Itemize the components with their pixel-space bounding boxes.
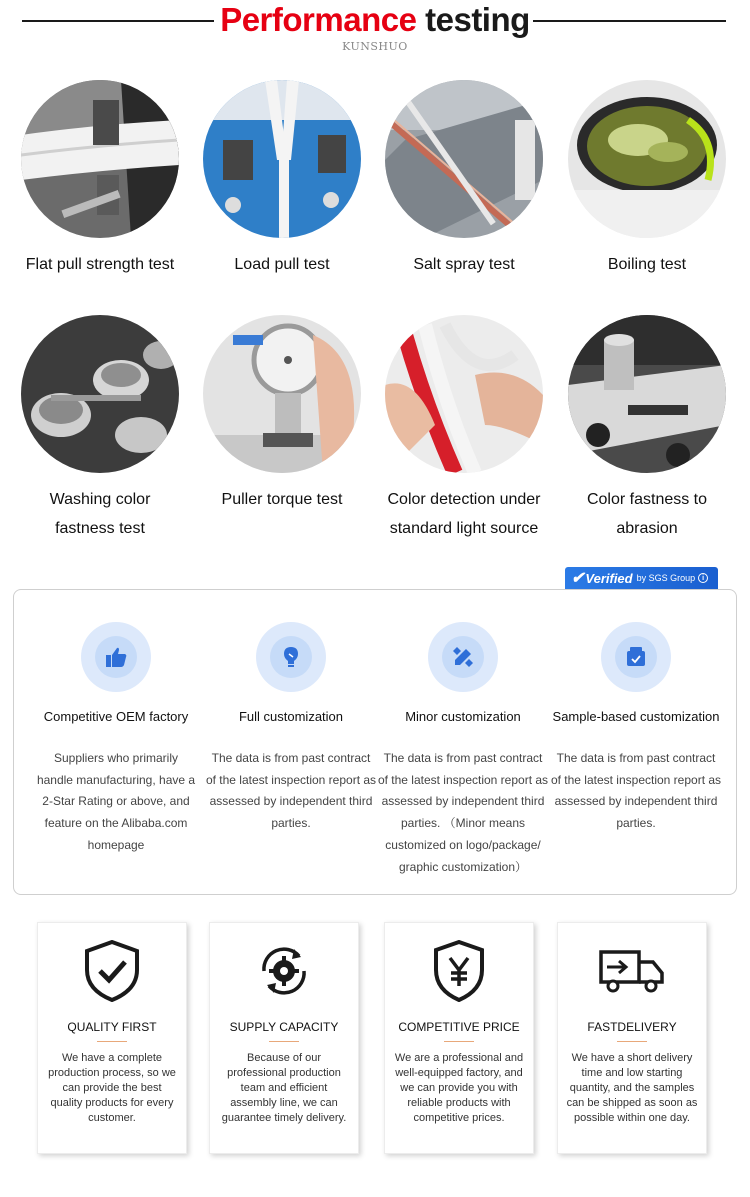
feature-divider [97,1041,127,1042]
capability-item [377,622,549,878]
test-item [192,80,372,279]
title-dark: testing [425,1,530,38]
capability-icon-circle [601,622,671,692]
feature-card [209,922,359,1154]
salt-spray-photo [385,80,543,238]
shield-check-icon [84,940,140,1002]
feature-title: FASTDELIVERY [587,1020,677,1034]
test-label: Flat pull strength test [25,256,175,273]
capability-icon-circle [256,622,326,692]
capability-desc: The data is from past contract of the latest inspection report as assessed by independent third parties. [205,751,377,831]
gear-cycle-icon [254,941,314,1001]
capability-icon-circle [428,622,498,692]
test-label: Salt spray test [413,256,515,273]
title-red: Performance [220,1,417,38]
truck-icon [599,948,665,994]
test-label: Boiling test [607,256,687,273]
test-item [557,80,737,279]
feature-desc: Because of our professional production team and efficient assembly line, we can guarantee timely delivery. [221,1052,347,1124]
feature-divider [444,1041,474,1042]
capability-title: Minor customization [405,709,521,724]
test-item [192,315,372,514]
test-label: Load pull test [234,256,330,273]
capability-title: Competitive OEM factory [43,709,189,724]
capability-icon-circle [81,622,151,692]
feature-title: COMPETITIVE PRICE [398,1020,520,1034]
header-divider-right [533,20,726,22]
info-icon[interactable]: i [698,573,708,583]
capability-desc: The data is from past contract of the latest inspection report as assessed by independent third parties. [550,751,722,831]
verified-label: Verified [585,570,633,586]
check-icon: ✔ [571,570,585,587]
test-item [10,315,190,543]
shield-yen-icon [433,940,485,1002]
verified-by: by SGS Group [636,573,696,583]
feature-title: SUPPLY CAPACITY [229,1020,339,1034]
test-label: Puller torque test [221,491,343,508]
abrasion-tester-photo [568,315,726,473]
torque-gauge-photo [203,315,361,473]
capability-item [30,622,202,857]
brand-subtitle: KUNSHUO [342,40,408,53]
capability-panel [13,589,737,895]
capability-title: Sample-based customization [552,709,720,724]
test-label: Color detection under standard light source [387,491,541,537]
verified-badge[interactable] [565,567,718,589]
feature-desc: We have a short delivery time and low starting quantity, and the samples can be shipped as soon as possible within one day. [566,1052,698,1124]
feature-card [557,922,707,1154]
washing-machine-photo [21,315,179,473]
lightbulb-icon [279,645,303,669]
test-item [10,80,190,279]
capability-item [205,622,377,835]
test-item [374,315,554,543]
feature-title: QUALITY FIRST [67,1020,157,1034]
feature-desc: We have a complete production process, so we can provide the best quality products for every customer. [48,1052,176,1124]
capability-item [550,622,722,835]
pencil-ruler-icon [451,645,475,669]
test-label: Color fastness to abrasion [586,491,708,537]
feature-divider [617,1041,647,1042]
boiling-pot-photo [568,80,726,238]
feature-card [384,922,534,1154]
zipper-load-pull-photo [203,80,361,238]
test-item [557,315,737,543]
feature-desc: We are a professional and well-equipped factory, and we can provide you with reliable products with competitive prices. [394,1052,524,1124]
thumbs-up-icon [104,645,128,669]
capability-desc: Suppliers who primarily handle manufacturing, have a 2-Star Rating or above, and feature on the Alibaba.com homepage [36,751,196,852]
color-zipper-photo [385,315,543,473]
capability-title: Full customization [238,709,344,724]
test-item [374,80,554,279]
sample-box-icon [624,645,648,669]
feature-card [37,922,187,1154]
feature-divider [269,1041,299,1042]
zipper-flat-pull-photo [21,80,179,238]
test-label: Washing color fastness test [49,491,151,537]
page-header [0,0,750,60]
capability-desc: The data is from past contract of the latest inspection report as assessed by independent third parties. （Minor means customized on logo/package/ graphic customization） [377,751,549,874]
